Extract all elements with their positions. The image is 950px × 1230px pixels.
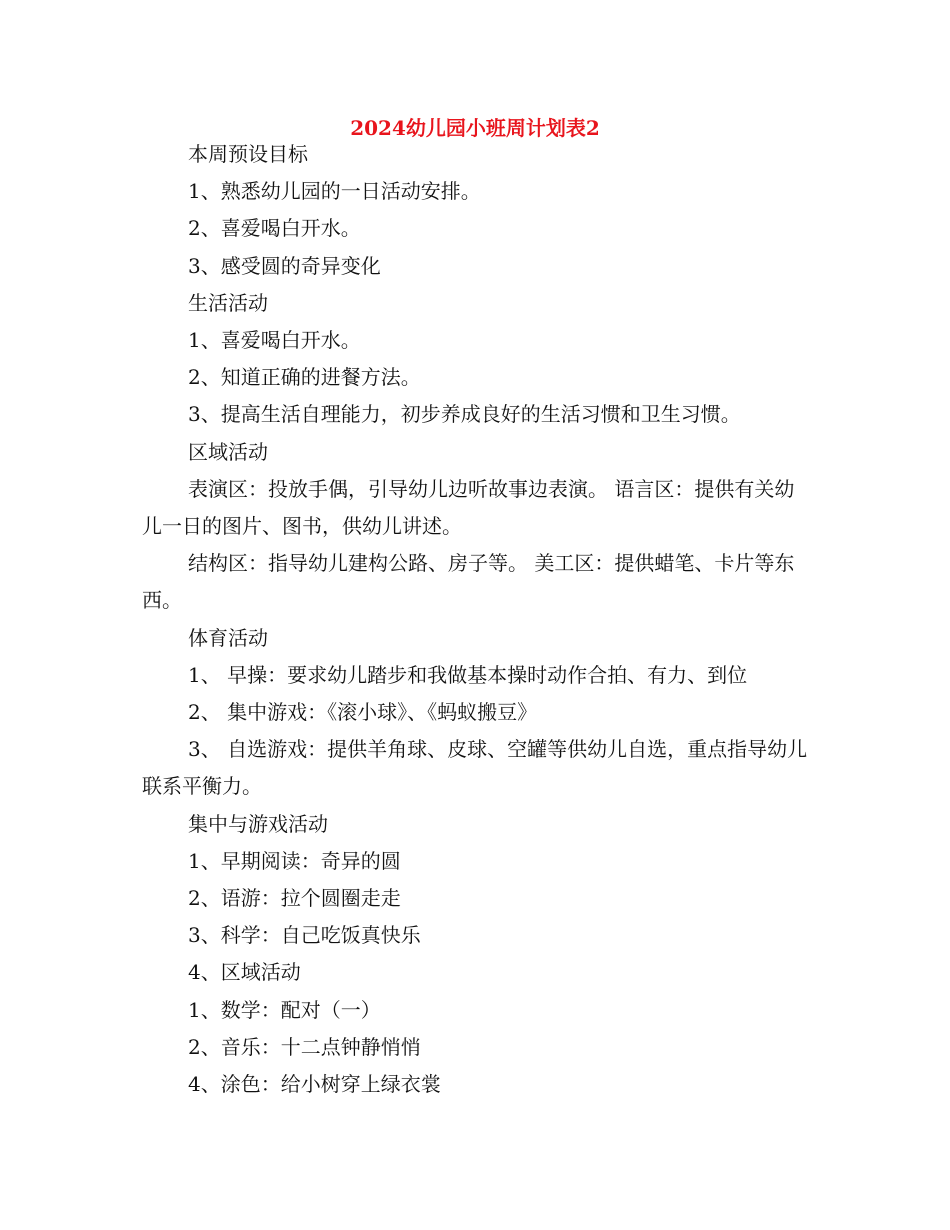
section-heading-goals: 本周预设目标	[188, 142, 308, 166]
group-item-7: 4、涂色：给小树穿上绿衣裳	[188, 1072, 441, 1097]
area-paragraph-2: 结构区：指导幼儿建构公路、房子等。 美工区：提供蜡笔、卡片等东西。	[142, 551, 795, 613]
area-paragraph-1: 表演区：投放手偶，引导幼儿边听故事边表演。 语言区：提供有关幼儿一日的图片、图书，供幼儿讲述。	[142, 476, 795, 539]
sports-item-2: 2、 集中游戏：《滚小球》、《蚂蚁搬豆》	[188, 700, 538, 725]
section-heading-sports: 体育活动	[188, 625, 268, 650]
group-item-5: 1、数学：配对（一）	[188, 997, 381, 1022]
daily-life-item-3: 3、提高生活自理能力，初步养成良好的生活习惯和卫生习惯。	[188, 402, 741, 427]
section-heading-group-games: 集中与游戏活动	[188, 811, 328, 836]
document-title: 2024幼儿园小班周计划表2	[350, 116, 600, 140]
group-item-6: 2、音乐：十二点钟静悄悄	[188, 1034, 421, 1059]
section-heading-area: 区域活动	[188, 439, 268, 464]
document-body	[142, 136, 812, 1103]
group-item-1: 1、早期阅读：奇异的圆	[188, 848, 401, 873]
daily-life-item-1: 1、喜爱喝白开水。	[188, 328, 361, 353]
daily-life-item-2: 2、知道正确的进餐方法。	[188, 365, 421, 390]
goal-item-1: 1、熟悉幼儿园的一日活动安排。	[188, 179, 481, 204]
goal-item-2: 2、喜爱喝白开水。	[188, 216, 361, 241]
sports-item-3: 3、 自选游戏：提供羊角球、皮球、空罐等供幼儿自选，重点指导幼儿联系平衡力。	[142, 737, 808, 799]
sports-item-1: 1、 早操：要求幼儿踏步和我做基本操时动作合拍、有力、到位	[188, 662, 748, 687]
group-item-3: 3、科学：自己吃饭真快乐	[188, 923, 421, 948]
goal-item-3: 3、感受圆的奇异变化	[188, 253, 381, 278]
group-item-2: 2、语游：拉个圆圈走走	[188, 886, 401, 911]
group-item-4: 4、区域活动	[188, 960, 301, 985]
section-heading-daily-life: 生活活动	[188, 290, 268, 315]
